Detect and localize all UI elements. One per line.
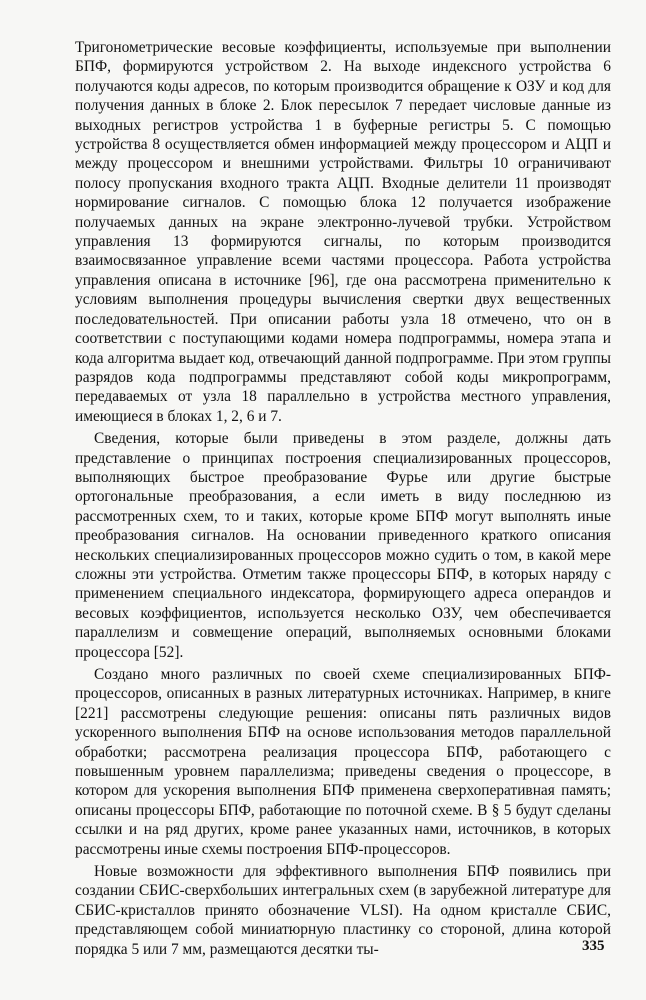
paragraph-1: Тригонометрические весовые коэффициенты, используемые при выполнении БПФ, формируются устройством 2. На выходе индексного устройства 6 получаются коды адресов, по которым производится обращение к ОЗУ и код для получения данных в блоке 2. Блок пересылок 7 передает числовые данные из выходных регистров устройства 1 в буферные регистры 5. С помощью устройства 8 осуществляется обмен информацией между процессором и АЦП и между процессором и внешними устройствами. Фильтры 10 ограничивают полосу пропускания входного тракта АЦП. Входные делители 11 производят нормирование сигналов. С помощью блока 12 получается изображение получаемых данных на экране электронно-лучевой трубки. Устройством управления 13 формируются сигналы, по которым производится взаимосвязанное управление всеми частями процессора. Работа устройства управления описана в источнике [96], где она рассмотрена применительно к условиям выполнения процедуры вычисления свертки двух вещественных последовательностей. При описании работы узла 18 отмечено, что он в соответствии с поступающими кодами номера подпрограммы, номера этапа и кода алгоритма выдает код, отвечающий данной подпрограмме. При этом группы разрядов кода подпрограммы представляют собой коды микропрограмм, передаваемых от узла 18 параллельно в устройства местного управления, имеющиеся в блоках 1, 2, 6 и 7.: [75, 39, 611, 425]
paragraph-4: Новые возможности для эффективного выполнения БПФ появились при создании СБИС-сверхбольших интегральных схем (в зарубежной литературе для СБИС-кристаллов принято обозначение VLSI). На одном кристалле СБИС, представляющем собой миниатюрную пластинку со стороной, длина которой порядка 5 или 7 мм, размещаются десятки ты-: [75, 863, 611, 958]
page-number: 335: [582, 938, 605, 954]
paragraph-3: Создано много различных по своей схеме специализированных БПФ-процессоров, описанных в разных литературных источниках. Например, в книге [221] рассмотрены следующие решения: описаны пять различных видов ускоренного выполнения БПФ на основе использования методов параллельной обработки; рассмотрена реализация процессора БПФ, работающего с повышенным уровнем параллелизма; приведены сведения о процессоре, в котором для ускорения выполнения БПФ применена сверхоперативная память; описаны процессоры БПФ, работающие по поточной схеме. В § 5 будут сделаны ссылки и на ряд других, кроме ранее указанных нами, источников, в которых рассмотрены иные схемы построения БПФ-процессоров.: [75, 666, 611, 858]
body-text: [75, 38, 611, 959]
paragraph-2: Сведения, которые были приведены в этом разделе, должны дать представление о принципах построения специализированных процессоров, выполняющих быстрое преобразование Фурье или другие быстрые ортогональные преобразования, а если иметь в виду последнюю из рассмотренных схем, то и таких, которые кроме БПФ могут выполнять иные преобразования сигналов. На основании приведенного краткого описания нескольких специализированных процессоров можно судить о том, в какой мере сложны эти устройства. Отметим также процессоры БПФ, в которых наряду с применением специального индексатора, формирующего адреса операндов и весовых коэффициентов, используется несколько ОЗУ, чем обеспечивается параллелизм и совмещение операций, выполняемых основными блоками процессора [52].: [75, 430, 611, 661]
